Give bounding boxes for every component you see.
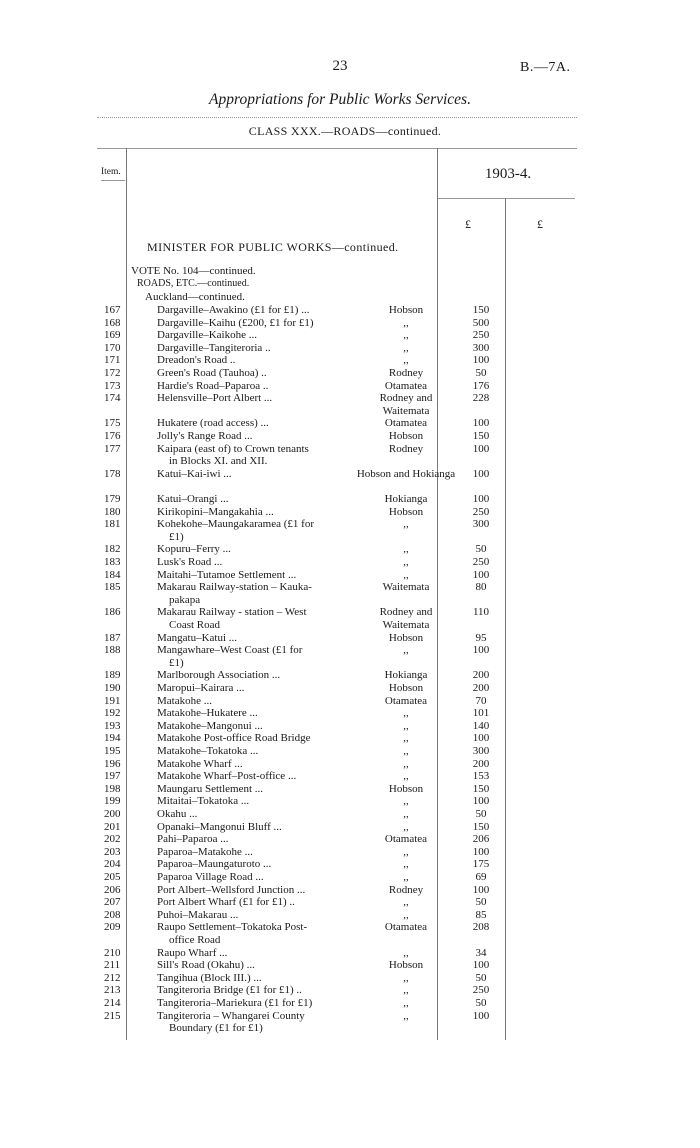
item-name-line: Pahi–Paparoa ... [157, 833, 229, 846]
item-name-line: Paparoa–Maungaturoto ... [157, 858, 272, 871]
item-name-continuation: £1) [169, 530, 184, 543]
item-number: 209 [104, 921, 121, 934]
amount: 250 [472, 505, 490, 518]
page-number: 23 [332, 58, 348, 74]
amount: 50 [475, 543, 487, 556]
electoral-district: ,, [403, 871, 409, 883]
amount: 50 [475, 367, 487, 379]
item-name-line: Katui–Kai-iwi ... [157, 467, 232, 480]
item-name [157, 682, 355, 695]
item-number: 185 [104, 581, 121, 594]
amount: 228 [472, 392, 490, 405]
item-name [157, 543, 355, 556]
item-name-line: Matakohe ... [157, 694, 212, 707]
item-name-line: Makarau Railway - station – West [157, 606, 307, 619]
item-name-line: Maungaru Settlement ... [157, 782, 264, 795]
item-number: 169 [104, 329, 121, 342]
item-number: 200 [104, 808, 121, 820]
item-name [157, 506, 355, 519]
amount: 50 [475, 808, 487, 820]
amount: 100 [472, 732, 490, 745]
item-name-line: Matakohe–Mangonui ... [157, 719, 263, 732]
item-name-line: Mitaitai–Tokatoka ... [157, 795, 250, 808]
item-number: 176 [104, 430, 121, 442]
electoral-district: ,, [403, 984, 409, 997]
year-rule [437, 198, 575, 199]
electoral-district: Waitemata [382, 581, 430, 594]
item-name [157, 783, 355, 796]
item-name [157, 468, 355, 481]
amount: 100 [472, 959, 490, 972]
item-number: 191 [104, 694, 121, 707]
item-name [157, 896, 355, 909]
amount: 50 [475, 971, 487, 984]
electoral-district: ,, [403, 354, 409, 367]
item-number: 172 [104, 367, 121, 379]
electoral-district: Hobson [388, 505, 424, 518]
region-heading: Auckland—continued. [145, 291, 245, 303]
item-number: 180 [104, 505, 121, 518]
item-name [157, 732, 355, 745]
item-name-continuation: pakapa [169, 593, 201, 606]
amount: 69 [475, 871, 487, 883]
item-name-line: Paparoa–Matakohe ... [157, 845, 253, 858]
item-name [157, 858, 355, 871]
amount: 100 [472, 354, 490, 367]
item-name-line: Dargaville–Kaihu (£200, £1 for £1) [157, 316, 314, 329]
item-name [157, 745, 355, 758]
electoral-district: Rodney and Waitemata [379, 392, 433, 417]
item-name-continuation: £1) [169, 656, 184, 669]
item-name [157, 808, 355, 821]
item-name [157, 795, 355, 808]
item-name-line: Mangawhare–West Coast (£1 for [157, 644, 303, 657]
item-name-line: Sill's Road (Okahu) ... [157, 959, 255, 972]
electoral-district: Rodney [388, 367, 424, 379]
item-number: 198 [104, 782, 121, 795]
electoral-district: Otamatea [384, 379, 428, 392]
electoral-district: ,, [403, 329, 409, 342]
electoral-district: Hobson [388, 959, 424, 972]
item-name-line: Dargaville–Awakino (£1 for £1) ... [157, 304, 310, 316]
electoral-district: ,, [403, 719, 409, 732]
electoral-district: ,, [403, 795, 409, 808]
item-name-line: Katui–Orangi ... [157, 493, 229, 505]
item-number: 213 [104, 984, 121, 997]
amount: 101 [472, 707, 490, 720]
electoral-district: ,, [403, 896, 409, 909]
amount: 110 [472, 606, 490, 619]
amount: 300 [472, 518, 490, 531]
item-number: 171 [104, 354, 121, 367]
item-name-line: Lusk's Road ... [157, 556, 223, 568]
electoral-district: ,, [403, 745, 409, 757]
item-name-continuation: in Blocks XI. and XII. [169, 455, 268, 468]
item-name-line: Hardie's Road–Paparoa .. [157, 379, 269, 392]
amount: 100 [472, 1009, 490, 1022]
item-name [157, 959, 355, 972]
electoral-district: Hobson [388, 304, 424, 316]
item-number: 177 [104, 442, 121, 455]
item-name-line: Okahu ... [157, 808, 198, 820]
item-number: 188 [104, 644, 121, 657]
item-number: 202 [104, 833, 121, 846]
item-number: 190 [104, 682, 121, 694]
item-name [157, 417, 355, 430]
item-number: 168 [104, 316, 121, 329]
item-number: 206 [104, 883, 121, 896]
amount-split-rule [505, 198, 506, 1040]
amount: 150 [472, 782, 490, 795]
item-name-line: Paparoa Village Road ... [157, 871, 264, 883]
item-name [157, 720, 355, 733]
item-name-line: Dreadon's Road .. [157, 354, 236, 367]
item-name-line: Tangiteroria – Whangarei County [157, 1009, 305, 1022]
item-name [157, 317, 355, 330]
amount: 150 [472, 430, 490, 442]
electoral-district: ,, [403, 997, 409, 1009]
amount: 300 [472, 745, 490, 757]
electoral-district: ,, [403, 946, 409, 959]
electoral-district: Hobson [388, 782, 424, 795]
item-column-rule [126, 148, 127, 1040]
amount: 100 [472, 417, 490, 430]
item-name [157, 606, 355, 631]
amount: 95 [475, 631, 487, 644]
item-number: 187 [104, 631, 121, 644]
item-number: 212 [104, 971, 121, 984]
item-name [157, 342, 355, 355]
item-number: 199 [104, 795, 121, 808]
item-name [157, 443, 355, 468]
currency-header-2: £ [537, 217, 543, 231]
item-number: 197 [104, 770, 121, 783]
electoral-district: Hobson and Hokianga [356, 467, 456, 480]
item-number: 182 [104, 543, 121, 556]
amount: 300 [472, 341, 490, 354]
electoral-district: Rodney [388, 883, 424, 896]
electoral-district: ,, [403, 518, 409, 531]
item-name [157, 921, 355, 946]
minister-heading: MINISTER FOR PUBLIC WORKS—continued. [147, 240, 399, 254]
electoral-district: ,, [403, 858, 409, 871]
item-name-line: Maropui–Kairara ... [157, 682, 245, 694]
document-reference: B.—7A. [520, 60, 571, 75]
item-name [157, 430, 355, 443]
item-name [157, 833, 355, 846]
item-name [157, 884, 355, 897]
item-name-line: Kirikopini–Mangakahia ... [157, 505, 274, 518]
class-heading: CLASS XXX.—ROADS—continued. [248, 124, 442, 138]
amount: 50 [475, 997, 487, 1009]
amount: 50 [475, 896, 487, 909]
item-number: 184 [104, 568, 121, 581]
item-name [157, 758, 355, 771]
amount: 100 [472, 644, 490, 657]
item-name [157, 997, 355, 1010]
item-name-line: Port Albert–Wellsford Junction ... [157, 883, 306, 896]
item-number: 214 [104, 997, 121, 1009]
amount: 100 [472, 442, 490, 455]
item-name [157, 644, 355, 669]
amount: 70 [475, 694, 487, 707]
item-name [157, 493, 355, 506]
item-name-line: Matakohe Wharf ... [157, 757, 243, 770]
item-name [157, 367, 355, 380]
electoral-district: Otamatea [384, 921, 428, 934]
item-name-line: Matakohe Wharf–Post-office ... [157, 770, 297, 783]
item-name [157, 518, 355, 543]
vote-heading: VOTE No. 104—continued. [131, 265, 256, 277]
item-name-line: Tangiteroria Bridge (£1 for £1) .. [157, 984, 302, 997]
item-name-line: Hukatere (road access) ... [157, 417, 269, 430]
item-name-continuation: Coast Road [169, 618, 221, 631]
electoral-district: Otamatea [384, 833, 428, 846]
item-number: 203 [104, 845, 121, 858]
amount: 100 [472, 883, 490, 896]
amount: 176 [472, 379, 490, 392]
amount: 250 [472, 556, 490, 568]
item-number: 215 [104, 1009, 121, 1022]
item-name-line: Dargaville–Kaikohe ... [157, 329, 257, 342]
item-name [157, 556, 355, 569]
year-column-header: 1903-4. [484, 166, 532, 182]
item-name [157, 632, 355, 645]
amount: 100 [472, 845, 490, 858]
item-name-line: Tangihua (Block III.) ... [157, 971, 262, 984]
amount: 150 [472, 304, 490, 316]
item-name [157, 695, 355, 708]
item-name [157, 909, 355, 922]
item-name [157, 770, 355, 783]
item-number: 167 [104, 304, 121, 316]
amount: 175 [472, 858, 490, 871]
electoral-district: ,, [403, 820, 409, 833]
item-name-continuation: Boundary (£1 for £1) [169, 1022, 263, 1035]
amount: 200 [472, 682, 490, 694]
title-divider [97, 117, 577, 118]
item-name-line: Raupo Settlement–Tokatoka Post- [157, 921, 308, 934]
electoral-district: Hobson [388, 682, 424, 694]
item-name [157, 707, 355, 720]
amount: 206 [472, 833, 490, 846]
roads-heading: ROADS, ETC.—continued. [137, 278, 250, 289]
item-number: 207 [104, 896, 121, 909]
item-name-line: Kaipara (east of) to Crown tenants [157, 442, 309, 455]
amount: 500 [472, 316, 490, 329]
amount: 140 [472, 719, 490, 732]
item-name [157, 392, 355, 405]
item-name [157, 871, 355, 884]
electoral-district: ,, [403, 341, 409, 354]
item-number: 186 [104, 606, 121, 619]
electoral-district: ,, [403, 770, 409, 783]
electoral-district: ,, [403, 732, 409, 745]
electoral-district: ,, [403, 845, 409, 858]
item-name [157, 569, 355, 582]
electoral-district: ,, [403, 316, 409, 329]
item-name-line: Matakohe–Hukatere ... [157, 707, 258, 720]
electoral-district: ,, [403, 971, 409, 984]
item-name [157, 669, 355, 682]
table-top-rule [97, 148, 577, 149]
electoral-district: Hokianga [384, 493, 428, 505]
item-name-line: Mangatu–Katui ... [157, 631, 238, 644]
electoral-district: Hokianga [384, 669, 428, 682]
item-name [157, 581, 355, 606]
amount: 34 [475, 946, 487, 959]
item-name-line: Kopuru–Ferry ... [157, 543, 231, 556]
amount: 250 [472, 984, 490, 997]
item-name [157, 304, 355, 317]
item-number: 208 [104, 908, 121, 921]
item-number: 181 [104, 518, 121, 531]
item-name [157, 329, 355, 342]
item-name-line: Helensville–Port Albert ... [157, 392, 273, 405]
item-name-line: Marlborough Association ... [157, 669, 281, 682]
amount: 250 [472, 329, 490, 342]
amount: 85 [475, 908, 487, 921]
item-number: 192 [104, 707, 121, 720]
electoral-district: Hobson [388, 631, 424, 644]
amount: 200 [472, 757, 490, 770]
item-number: 201 [104, 820, 121, 833]
electoral-district: Otamatea [384, 694, 428, 707]
amount: 100 [472, 795, 490, 808]
item-name-line: Tangiteroria–Mariekura (£1 for £1) [157, 997, 313, 1009]
amount: 100 [472, 467, 490, 480]
item-number: 189 [104, 669, 121, 682]
electoral-district: ,, [403, 644, 409, 657]
electoral-district: ,, [403, 908, 409, 921]
electoral-district: Otamatea [384, 417, 428, 430]
item-name-line: Port Albert Wharf (£1 for £1) .. [157, 896, 295, 909]
item-name-continuation: office Road [169, 933, 221, 946]
item-number: 175 [104, 417, 121, 430]
item-name-line: Maitahi–Tutamoe Settlement ... [157, 568, 297, 581]
item-name [157, 846, 355, 859]
item-number: 193 [104, 719, 121, 732]
item-number: 183 [104, 556, 121, 568]
item-number: 204 [104, 858, 121, 871]
item-number: 196 [104, 757, 121, 770]
item-name [157, 354, 355, 367]
item-header-underline [101, 180, 125, 181]
item-name-line: Dargaville–Tangiteroria .. [157, 341, 271, 354]
item-name-line: Puhoi–Makarau ... [157, 908, 239, 921]
item-number: 174 [104, 392, 121, 405]
item-name [157, 821, 355, 834]
amount: 80 [475, 581, 487, 594]
item-name-line: Green's Road (Tauhoa) .. [157, 367, 267, 379]
item-name [157, 984, 355, 997]
item-name [157, 947, 355, 960]
electoral-district: ,, [403, 568, 409, 581]
item-name [157, 380, 355, 393]
item-name-line: Kohekohe–Maungakaramea (£1 for [157, 518, 314, 531]
item-number: 205 [104, 871, 121, 883]
item-name-line: Raupo Wharf ... [157, 946, 228, 959]
amount: 150 [472, 820, 490, 833]
amount: 153 [472, 770, 490, 783]
electoral-district: Hobson [388, 430, 424, 442]
item-number: 173 [104, 379, 121, 392]
amount: 208 [472, 921, 490, 934]
item-number: 170 [104, 341, 121, 354]
item-name-line: Matakohe Post-office Road Bridge [157, 732, 311, 745]
electoral-district: ,, [403, 757, 409, 770]
item-name-line: Makarau Railway-station – Kauka- [157, 581, 312, 594]
item-name-line: Opanaki–Mangonui Bluff ... [157, 820, 282, 833]
electoral-district: ,, [403, 1009, 409, 1022]
item-number: 210 [104, 946, 121, 959]
electoral-district: ,, [403, 707, 409, 720]
item-number: 194 [104, 732, 121, 745]
electoral-district: ,, [403, 543, 409, 556]
electoral-district: Rodney [388, 442, 424, 455]
amount: 100 [472, 493, 490, 505]
page-title: Appropriations for Public Works Services. [209, 91, 471, 108]
amount: 100 [472, 568, 490, 581]
item-name-line: Matakohe–Tokatoka ... [157, 745, 259, 757]
item-number: 211 [104, 959, 121, 972]
electoral-district: ,, [403, 808, 409, 820]
currency-header-1: £ [465, 217, 471, 231]
amount: 200 [472, 669, 490, 682]
electoral-district: Rodney and Waitemata [379, 606, 433, 631]
electoral-district: ,, [403, 556, 409, 568]
item-name [157, 1010, 355, 1035]
item-number: 179 [104, 493, 121, 505]
item-column-header: Item. [101, 167, 121, 177]
item-name [157, 972, 355, 985]
item-name-line: Jolly's Range Road ... [157, 430, 253, 442]
item-number: 178 [104, 467, 121, 480]
item-number: 195 [104, 745, 121, 757]
